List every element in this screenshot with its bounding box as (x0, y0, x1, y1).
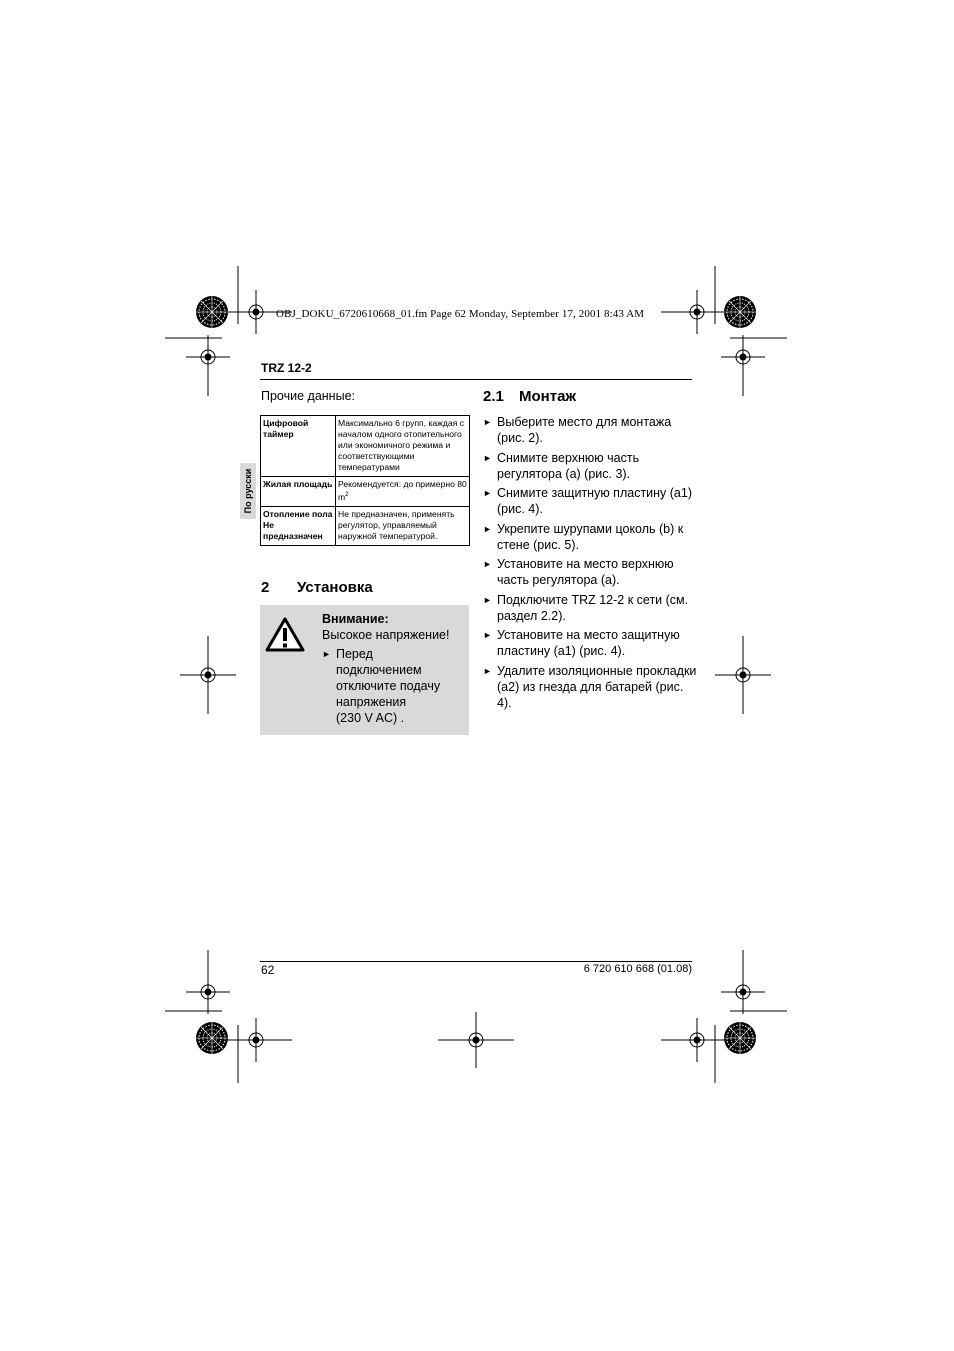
list-item (483, 592, 698, 624)
section-2-heading (261, 579, 373, 596)
steps-list (483, 414, 698, 714)
warning-title: Внимание: (322, 612, 389, 626)
list-item (483, 627, 698, 659)
spec-value: Не предназначен, применять регулятор, управляемый наружной температурой. (336, 506, 470, 545)
step-text: Снимите защитную пластину (a1) (рис. 4). (497, 486, 693, 516)
bullet-arrow-icon: ► (483, 665, 492, 676)
warning-bullet-line: (230 V AC) . (336, 711, 405, 725)
step-text: Установите на место верхнюю часть регулятора (a). (497, 557, 674, 587)
bullet-arrow-icon: ► (483, 630, 492, 640)
list-item (483, 556, 698, 588)
warning-triangle-icon (265, 617, 305, 653)
table-row (261, 477, 470, 507)
warning-text: Высокое напряжение! (322, 628, 450, 642)
bullet-arrow-icon: ► (483, 488, 492, 498)
document-code: 6 720 610 668 (01.08) (583, 963, 692, 975)
spec-key: Цифровой таймер (261, 416, 336, 477)
header-rule (260, 379, 692, 380)
step-text: Укрепите шурупами цоколь (b) к стене (рис. 5). (497, 521, 684, 552)
step-text: Снимите верхнюю часть регулятора (a) (рис. 3). (497, 450, 640, 481)
warning-bullet-line: подключением (336, 663, 422, 677)
spec-value: Рекомендуется: до примерно 80 m (338, 479, 467, 502)
warning-bullet (322, 646, 462, 726)
section-number: 2.1 (483, 388, 504, 405)
warning-bullet-line: Перед (336, 647, 373, 661)
bullet-arrow-icon: ► (483, 559, 492, 569)
language-tab (240, 463, 256, 519)
list-item (483, 485, 698, 517)
section-title: Монтаж (519, 388, 577, 405)
intro-text: Прочие данные: (261, 389, 355, 403)
spec-table (260, 415, 470, 546)
doc-title: TRZ 12-2 (261, 361, 312, 375)
warning-box (260, 605, 469, 735)
spec-value-cell (336, 477, 470, 507)
bullet-arrow-icon: ► (322, 649, 331, 659)
bullet-arrow-icon: ► (483, 417, 492, 427)
list-item (483, 663, 698, 711)
table-row (261, 506, 470, 545)
section-2-1-heading (483, 388, 576, 405)
step-text: Установите на место защитную пластину (a1) (рис. 4). (497, 628, 680, 658)
warning-bullet-line: отключите подачу (336, 679, 441, 693)
step-text: Подключите TRZ 12-2 к сети (см. раздел 2.2). (497, 592, 689, 623)
language-tab-label: По русски (243, 468, 253, 514)
file-slug: OBJ_DOKU_6720610668_01.fm Page 62 Monday, September 17, 2001 8:43 AM (276, 308, 645, 320)
list-item (483, 450, 698, 482)
spec-value: Максимально 6 групп, каждая с началом одного отопительного или экономичного режима и соответствующими температурами (336, 416, 470, 477)
bullet-arrow-icon: ► (483, 594, 492, 605)
list-item (483, 414, 698, 446)
spec-key: Отопление пола Не предназначен (261, 506, 336, 545)
spec-key: Жилая площадь (261, 477, 336, 507)
bullet-arrow-icon: ► (483, 523, 492, 534)
section-number: 2 (261, 579, 270, 596)
section-title: Установка (297, 579, 373, 596)
step-text: Выберите место для монтажа (рис. 2). (497, 415, 672, 445)
bullet-arrow-icon: ► (483, 452, 492, 463)
list-item (483, 521, 698, 553)
spec-value-sup: 2 (345, 492, 349, 498)
warning-bullet-line: напряжения (336, 695, 407, 709)
page-number: 62 (261, 963, 275, 977)
step-text: Удалите изоляционные прокладки (a2) из гнезда для батарей (рис. 4). (497, 663, 697, 710)
table-row (261, 416, 470, 477)
footer-rule (260, 961, 692, 962)
